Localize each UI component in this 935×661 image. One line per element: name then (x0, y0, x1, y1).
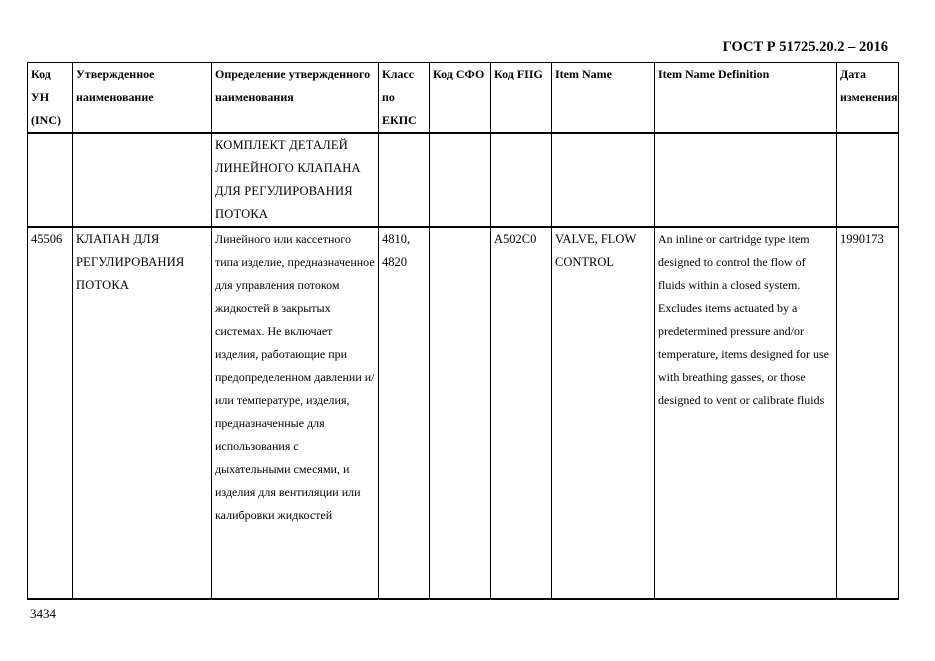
col-header-date: Дата изменения (837, 63, 899, 134)
cell-inc (28, 133, 73, 227)
header-row (28, 63, 899, 134)
cell-item-definition (655, 133, 837, 227)
page-number: 3434 (30, 606, 56, 621)
cell-class: 4810, 4820 (379, 227, 430, 599)
col-header-fiig: Код FIIG (491, 63, 552, 134)
cell-item-name (552, 133, 655, 227)
cell-item-name: VALVE, FLOW CONTROL (552, 227, 655, 599)
cell-name: КЛАПАН ДЛЯ РЕГУЛИРОВАНИЯ ПОТОКА (73, 227, 212, 599)
cell-fiig (491, 133, 552, 227)
cell-name (73, 133, 212, 227)
col-header-class: Класс по ЕКПС (379, 63, 430, 134)
cell-sfo (430, 133, 491, 227)
standard-designation: ГОСТ Р 51725.20.2 – 2016 (722, 39, 888, 55)
cell-inc: 45506 (28, 227, 73, 599)
cell-date (837, 133, 899, 227)
catalog-table (27, 62, 899, 600)
table-row-continuation (28, 133, 899, 227)
cell-item-definition: An inline or cartridge type item designed to control the flow of fluids within a closed system. Excludes items actuated by a predetermined pressure and/or temperature, items designed for use with breathing gasses, or those designed to vent or calibrate fluids (655, 227, 837, 599)
cell-sfo (430, 227, 491, 599)
cell-fiig: A502C0 (491, 227, 552, 599)
col-header-name: Утвержденное наименование (73, 63, 212, 134)
cell-class (379, 133, 430, 227)
cell-date: 1990173 (837, 227, 899, 599)
col-header-item-name: Item Name (552, 63, 655, 134)
cell-definition: КОМПЛЕКТ ДЕТАЛЕЙ ЛИНЕЙНОГО КЛАПАНА ДЛЯ РЕГУЛИРОВАНИЯ ПОТОКА (212, 133, 379, 227)
col-header-inc: Код УН (INC) (28, 63, 73, 134)
col-header-definition: Определение утвержденного наименования (212, 63, 379, 134)
table-row (28, 227, 899, 599)
cell-definition: Линейного или кассетного типа изделие, предназначенное для управления потоком жидкостей в закрытых системах. Не включает изделия, работающие при предопределенном давлении и/или температуре, изделия, предназначенные для использования с дыхательными смесями, и изделия для вентиляции или калибровки жидкостей (212, 227, 379, 599)
col-header-sfo: Код СФО (430, 63, 491, 134)
col-header-item-definition: Item Name Definition (655, 63, 837, 134)
